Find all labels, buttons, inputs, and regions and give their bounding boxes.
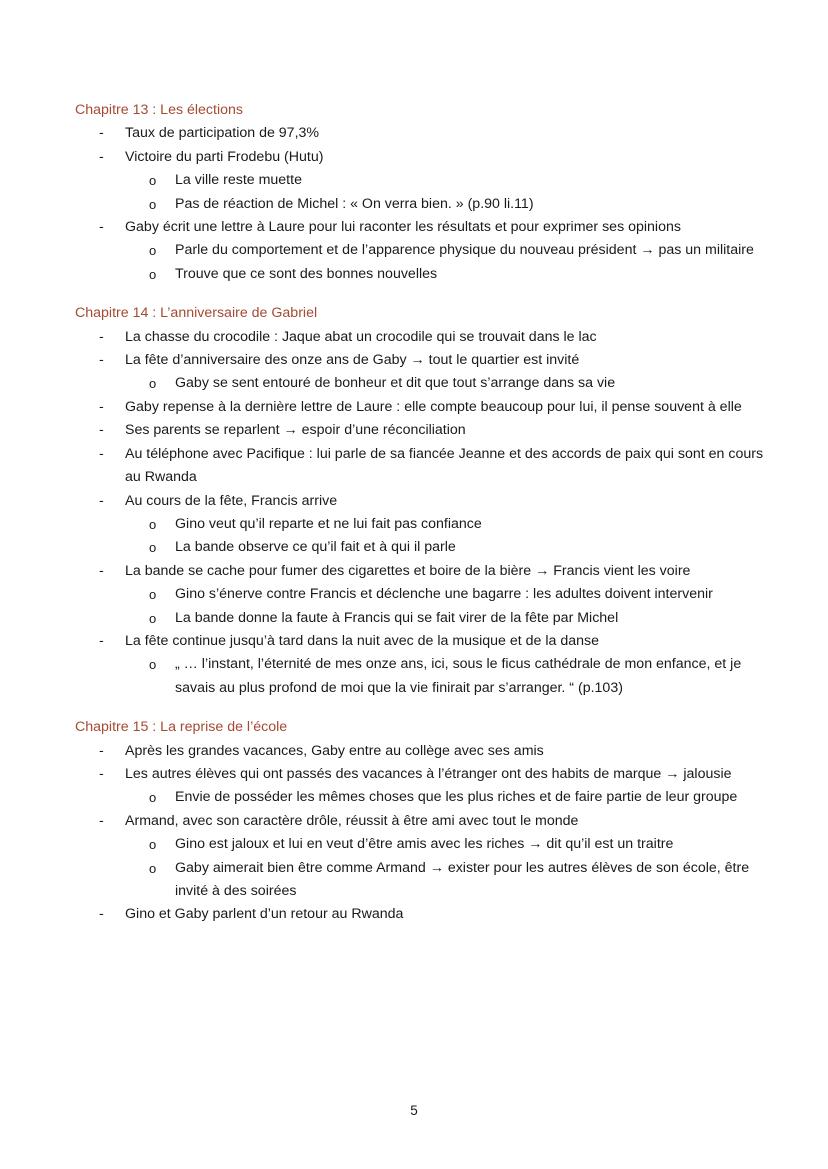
item-text: La bande se cache pour fumer des cigarettes et boire de la bière → Francis vient les voire <box>125 562 691 579</box>
document-content <box>75 99 768 927</box>
dash-bullet-icon: - <box>99 632 104 649</box>
item-text: La bande donne la faute à Francis qui se fait virer de la fête par Michel <box>175 609 619 626</box>
sub-bullet-item <box>75 263 768 286</box>
dash-bullet-icon: - <box>99 125 104 142</box>
circle-bullet-icon: o <box>149 790 157 806</box>
sub-bullet-item <box>75 536 768 559</box>
sub-bullet-item <box>75 653 768 700</box>
item-text: Ses parents se reparlent → espoir d’une réconciliation <box>125 422 466 439</box>
circle-bullet-icon: o <box>149 587 157 603</box>
bullet-item <box>75 560 768 583</box>
circle-bullet-icon: o <box>149 173 157 189</box>
dash-bullet-icon: - <box>99 219 104 236</box>
item-text: Au cours de la fête, Francis arrive <box>125 492 338 509</box>
item-text: La ville reste muette <box>175 172 302 189</box>
item-text: Trouve que ce sont des bonnes nouvelles <box>175 265 438 282</box>
item-text: Armand, avec son caractère drôle, réussit à être ami avec tout le monde <box>125 812 579 829</box>
item-text: Gino et Gaby parlent d’un retour au Rwanda <box>125 906 404 923</box>
bullet-item <box>75 419 768 442</box>
item-text: Victoire du parti Frodebu (Hutu) <box>125 148 324 165</box>
circle-bullet-icon: o <box>149 516 157 532</box>
circle-bullet-icon: o <box>149 266 157 282</box>
bullet-item <box>75 349 768 372</box>
item-text: Envie de posséder les mêmes choses que les plus riches et de faire partie de leur groupe <box>175 789 738 806</box>
circle-bullet-icon: o <box>149 657 157 673</box>
dash-bullet-icon: - <box>99 562 104 579</box>
item-text: La chasse du crocodile : Jaque abat un crocodile qui se trouvait dans le lac <box>125 328 597 345</box>
bullet-item <box>75 216 768 239</box>
sub-bullet-item <box>75 169 768 192</box>
circle-bullet-icon: o <box>149 196 157 212</box>
bullet-item <box>75 443 768 490</box>
page-number: 5 <box>410 1103 418 1118</box>
sub-bullet-item <box>75 372 768 395</box>
bullet-item <box>75 490 768 513</box>
item-text: Gaby aimerait bien être comme Armand → exister pour les autres élèves de son école, être invité à des soirées <box>175 859 750 899</box>
item-text: La bande observe ce qu’il fait et à qui il parle <box>175 539 456 556</box>
item-text: La fête continue jusqu’à tard dans la nuit avec de la musique et de la danse <box>125 632 600 649</box>
chapter-heading: Chapitre 14 : L’anniversaire de Gabriel <box>75 305 318 322</box>
sub-bullet-item <box>75 583 768 606</box>
dash-bullet-icon: - <box>99 765 104 782</box>
item-text: Gino est jaloux et lui en veut d’être amis avec les riches → dit qu’il est un traitre <box>175 836 674 853</box>
item-text: Gaby repense à la dernière lettre de Laure : elle compte beaucoup pour lui, il pense souvent à elle <box>125 398 742 415</box>
dash-bullet-icon: - <box>99 148 104 165</box>
sub-bullet-item <box>75 857 768 904</box>
bullet-item <box>75 326 768 349</box>
item-text: Les autres élèves qui ont passés des vacances à l’étranger ont des habits de marque → jalousie <box>125 765 732 782</box>
circle-bullet-icon: o <box>149 860 157 876</box>
circle-bullet-icon: o <box>149 243 157 259</box>
chapter-section <box>75 716 768 927</box>
item-text: Après les grandes vacances, Gaby entre au collège avec ses amis <box>125 742 544 759</box>
dash-bullet-icon: - <box>99 492 104 509</box>
dash-bullet-icon: - <box>99 422 104 439</box>
dash-bullet-icon: - <box>99 398 104 415</box>
sub-bullet-item <box>75 239 768 262</box>
item-text: Parle du comportement et de l’apparence physique du nouveau président → pas un militaire <box>175 242 754 259</box>
item-text: Gaby se sent entouré de bonheur et dit que tout s’arrange dans sa vie <box>175 375 616 392</box>
dash-bullet-icon: - <box>99 812 104 829</box>
sub-bullet-item <box>75 833 768 856</box>
dash-bullet-icon: - <box>99 906 104 923</box>
item-text: Au téléphone avec Pacifique : lui parle de sa fiancée Jeanne et des accords de paix qui sont en cours au Rwanda <box>125 445 764 486</box>
chapter-heading: Chapitre 13 : Les élections <box>75 102 243 118</box>
dash-bullet-icon: - <box>99 352 104 369</box>
sub-bullet-item <box>75 193 768 216</box>
bullet-item <box>75 146 768 169</box>
item-text: Pas de réaction de Michel : « On verra bien. » (p.90 li.11) <box>175 195 534 212</box>
chapter-section <box>75 99 768 286</box>
circle-bullet-icon: o <box>149 610 157 626</box>
circle-bullet-icon: o <box>149 540 157 556</box>
circle-bullet-icon: o <box>149 376 157 392</box>
bullet-item <box>75 396 768 419</box>
chapter-heading: Chapitre 15 : La reprise de l’école <box>75 719 288 736</box>
dash-bullet-icon: - <box>99 742 104 759</box>
bullet-item <box>75 630 768 653</box>
bullet-item <box>75 903 768 926</box>
dash-bullet-icon: - <box>99 445 104 462</box>
sub-bullet-item <box>75 513 768 536</box>
bullet-item <box>75 763 768 786</box>
item-text: Gaby écrit une lettre à Laure pour lui raconter les résultats et pour exprimer ses opinions <box>125 219 681 236</box>
sub-bullet-item <box>75 607 768 630</box>
item-text: Taux de participation de 97,3% <box>125 125 320 142</box>
item-text: La fête d’anniversaire des onze ans de Gaby → tout le quartier est invité <box>125 352 580 369</box>
chapter-section <box>75 302 768 700</box>
item-text: Gino veut qu’il reparte et ne lui fait pas confiance <box>175 515 482 532</box>
dash-bullet-icon: - <box>99 328 104 345</box>
sub-bullet-item <box>75 786 768 809</box>
bullet-item <box>75 122 768 145</box>
bullet-item <box>75 810 768 833</box>
bullet-item <box>75 740 768 763</box>
item-text: Gino s’énerve contre Francis et déclenche une bagarre : les adultes doivent intervenir <box>175 586 713 603</box>
circle-bullet-icon: o <box>149 837 157 853</box>
item-text: „ … l’instant, l’éternité de mes onze ans, ici, sous le ficus cathédrale de mon enfance, et je savais au plus profond de moi que la vie finirait par s’arranger. “ (p.103) <box>175 656 742 696</box>
